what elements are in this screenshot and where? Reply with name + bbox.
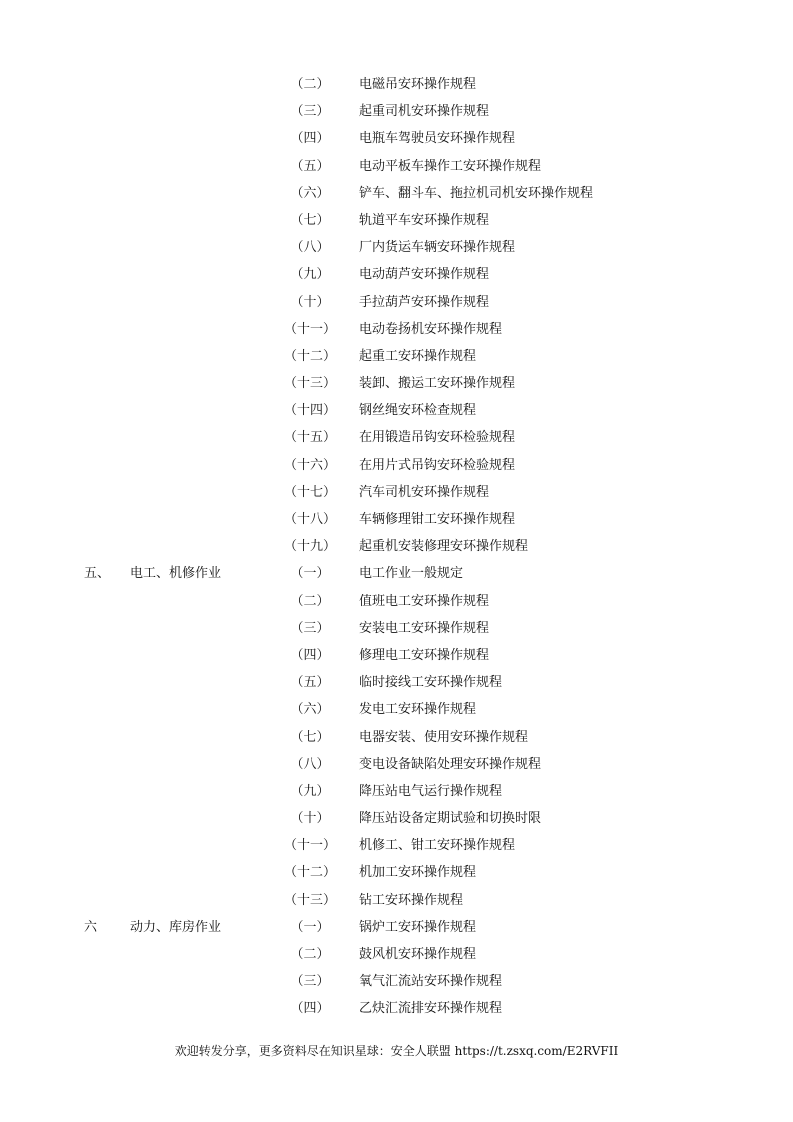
item-label: 钢丝绳安环检查规程: [359, 403, 477, 419]
item-label: 变电设备缺陷处理安环操作规程: [359, 756, 542, 772]
item-label: 临时接线工安环操作规程: [359, 675, 503, 691]
item-label: 降压站电气运行操作规程: [359, 783, 503, 799]
item-number: （七）: [290, 729, 330, 745]
toc-row: [0, 321, 793, 348]
item-number: （十四）: [283, 403, 336, 419]
item-number: （十九）: [283, 539, 336, 555]
toc-row: [0, 864, 793, 891]
toc-row: [0, 457, 793, 484]
item-label: 在用片式吊钩安环检验规程: [359, 457, 516, 473]
toc-row: [0, 729, 793, 756]
toc-row: [0, 429, 793, 456]
item-label: 电器安装、使用安环操作规程: [359, 729, 529, 745]
item-number: （一）: [290, 566, 330, 582]
item-number: （四）: [290, 647, 330, 663]
item-number: （八）: [290, 240, 330, 256]
toc-row: [0, 158, 793, 185]
item-label: 值班电工安环操作规程: [359, 593, 490, 609]
toc-row: [0, 973, 793, 1000]
toc-row: [0, 239, 793, 266]
item-label: 机加工安环操作规程: [359, 865, 477, 881]
item-number: （十）: [290, 294, 330, 310]
item-label: 起重工安环操作规程: [359, 348, 477, 364]
item-number: （三）: [290, 974, 330, 990]
toc-row: [0, 647, 793, 674]
item-number: （十三）: [283, 376, 336, 392]
item-label: 机修工、钳工安环操作规程: [359, 838, 516, 854]
item-label: 汽车司机安环操作规程: [359, 484, 490, 500]
footer-note: 欢迎转发分享，更多资料尽在知识星球：安全人联盟 https://t.zsxq.com/E2RVFII: [174, 1044, 619, 1058]
item-label: 钻工安环操作规程: [359, 892, 464, 908]
toc-row: [0, 212, 793, 239]
toc-row: [0, 130, 793, 157]
item-label: 轨道平车安环操作规程: [359, 212, 490, 228]
item-number: （二）: [290, 77, 330, 92]
toc-row: [0, 76, 793, 103]
item-label: 电瓶车驾驶员安环操作规程: [359, 131, 516, 147]
item-label: 乙炔汇流排安环操作规程: [359, 1001, 503, 1017]
toc-row: [0, 185, 793, 212]
section-number: 六: [84, 919, 98, 935]
item-label: 电磁吊安环操作规程: [359, 77, 477, 92]
item-label: 手拉葫芦安环操作规程: [359, 294, 490, 310]
item-number: （十七）: [283, 484, 336, 500]
item-number: （九）: [290, 267, 330, 283]
item-label: 安装电工安环操作规程: [359, 620, 490, 636]
toc-row: [0, 348, 793, 375]
section-title: 动力、库房作业: [130, 919, 222, 935]
item-number: （十二）: [283, 348, 336, 364]
toc-row: [0, 837, 793, 864]
toc-row: [0, 756, 793, 783]
toc-row: [0, 892, 793, 919]
item-label: 降压站设备定期试验和切换时限: [359, 811, 542, 827]
item-label: 发电工安环操作规程: [359, 702, 477, 718]
item-label: 电工作业一般规定: [359, 566, 464, 582]
toc-row: [0, 402, 793, 429]
item-number: （八）: [290, 756, 330, 772]
toc-row: [0, 294, 793, 321]
item-number: （九）: [290, 783, 330, 799]
section-title: 电工、机修作业: [130, 566, 222, 582]
toc-row: [0, 810, 793, 837]
item-label: 锅炉工安环操作规程: [359, 919, 477, 935]
item-label: 修理电工安环操作规程: [359, 647, 490, 663]
toc-row: [0, 484, 793, 511]
toc-row: [0, 674, 793, 701]
toc-row: [0, 593, 793, 620]
item-number: （三）: [290, 104, 330, 120]
item-label: 鼓风机安环操作规程: [359, 947, 477, 962]
toc-row: [0, 103, 793, 130]
item-number: （十一）: [283, 321, 336, 337]
item-number: （十六）: [283, 457, 336, 473]
toc-row: [0, 620, 793, 647]
toc-row: [0, 511, 793, 538]
item-label: 氧气汇流站安环操作规程: [359, 974, 503, 990]
item-label: 车辆修理钳工安环操作规程: [359, 512, 516, 527]
item-number: （二）: [290, 947, 330, 962]
item-number: （六）: [290, 702, 330, 718]
item-number: （二）: [290, 593, 330, 609]
item-label: 起重机安装修理安环操作规程: [359, 539, 529, 555]
item-number: （十二）: [283, 865, 336, 881]
item-label: 装卸、搬运工安环操作规程: [359, 376, 516, 392]
item-number: （十五）: [283, 430, 336, 446]
item-label: 电动葫芦安环操作规程: [359, 267, 490, 283]
toc-row: [0, 266, 793, 293]
toc-row: [0, 946, 793, 973]
item-label: 电动平板车操作工安环操作规程: [359, 158, 542, 174]
toc-row: [0, 375, 793, 402]
item-number: （一）: [290, 919, 330, 935]
toc-row: [0, 1000, 793, 1027]
toc-row: [0, 565, 793, 592]
item-number: （五）: [290, 675, 330, 691]
item-number: （三）: [290, 620, 330, 636]
item-number: （十八）: [283, 512, 336, 527]
item-number: （十三）: [283, 892, 336, 908]
item-number: （六）: [290, 185, 330, 201]
toc-row: [0, 538, 793, 565]
item-label: 起重司机安环操作规程: [359, 104, 490, 120]
toc-row: [0, 701, 793, 728]
section-number: 五、: [84, 566, 111, 582]
item-label: 铲车、翻斗车、拖拉机司机安环操作规程: [359, 185, 594, 201]
toc-list: [0, 76, 793, 1028]
toc-row: [0, 919, 793, 946]
item-number: （十）: [290, 811, 330, 827]
item-label: 在用锻造吊钩安环检验规程: [359, 430, 516, 446]
item-label: 电动卷扬机安环操作规程: [359, 321, 503, 337]
item-number: （十一）: [283, 838, 336, 854]
item-number: （四）: [290, 131, 330, 147]
item-label: 厂内货运车辆安环操作规程: [359, 240, 516, 256]
item-number: （四）: [290, 1001, 330, 1017]
item-number: （五）: [290, 158, 330, 174]
item-number: （七）: [290, 212, 330, 228]
toc-row: [0, 783, 793, 810]
